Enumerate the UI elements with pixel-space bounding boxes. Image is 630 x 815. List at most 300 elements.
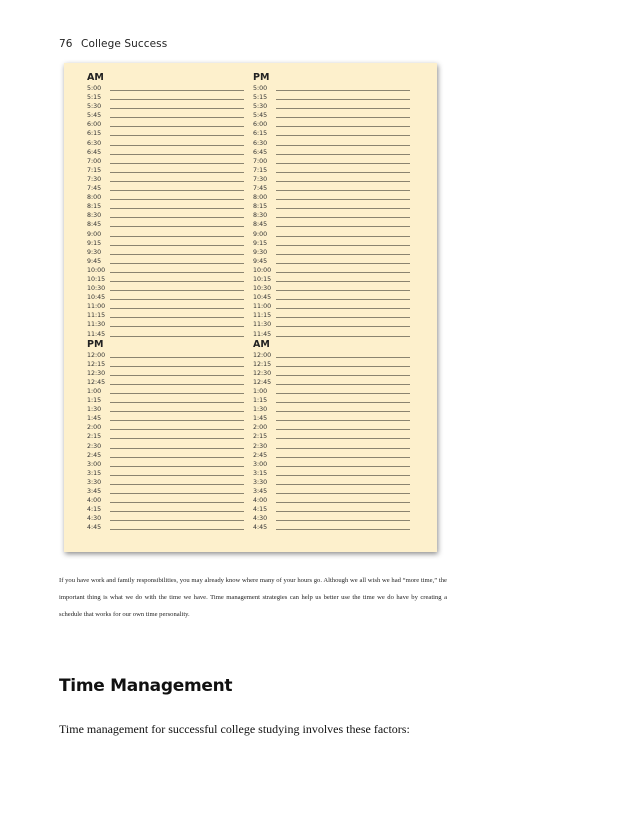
- time-slot-row: [253, 423, 413, 432]
- write-in-line[interactable]: [110, 254, 244, 255]
- time-slot-row: [253, 248, 413, 257]
- time-label: 3:45: [87, 488, 102, 496]
- time-slot-row: [253, 414, 413, 423]
- write-in-line[interactable]: [276, 272, 410, 273]
- time-slot-row: [87, 111, 247, 120]
- time-slot-row: [253, 451, 413, 460]
- time-label: 11:15: [87, 312, 106, 320]
- time-label: 7:00: [87, 157, 102, 165]
- time-slot-row: [87, 302, 247, 311]
- time-slot-row: [253, 496, 413, 505]
- write-in-line[interactable]: [276, 181, 410, 182]
- time-slot-row: [87, 93, 247, 102]
- time-label: 2:30: [253, 442, 268, 450]
- time-log-worksheet: [64, 63, 437, 552]
- write-in-line[interactable]: [276, 420, 410, 421]
- time-slot-row: [253, 369, 413, 378]
- time-slot-row: [253, 202, 413, 211]
- running-header: [59, 38, 167, 50]
- write-in-line[interactable]: [110, 520, 244, 521]
- time-label: 4:30: [253, 515, 268, 523]
- period-heading: PM: [253, 72, 270, 83]
- time-slot-row: [253, 230, 413, 239]
- time-slot-row: [87, 148, 247, 157]
- time-label: 8:30: [87, 212, 102, 220]
- time-slot-row: [253, 257, 413, 266]
- time-label: 2:15: [253, 433, 268, 441]
- write-in-line[interactable]: [276, 411, 410, 412]
- time-label: 6:30: [253, 139, 268, 147]
- write-in-line[interactable]: [110, 393, 244, 394]
- time-label: 9:45: [253, 257, 268, 265]
- write-in-line[interactable]: [276, 208, 410, 209]
- time-label: 12:00: [87, 351, 106, 359]
- time-slot-row: [253, 487, 413, 496]
- write-in-line[interactable]: [110, 529, 244, 530]
- time-label: 2:00: [87, 424, 102, 432]
- write-in-line[interactable]: [276, 520, 410, 521]
- time-label: 12:30: [87, 369, 106, 377]
- time-slot-row: [87, 184, 247, 193]
- time-slot-row: [87, 193, 247, 202]
- time-label: 10:45: [87, 294, 106, 302]
- write-in-line[interactable]: [276, 126, 410, 127]
- time-slot-row: [87, 239, 247, 248]
- write-in-line[interactable]: [110, 502, 244, 503]
- write-in-line[interactable]: [110, 493, 244, 494]
- schedule-column-right: [253, 72, 413, 533]
- write-in-line[interactable]: [110, 226, 244, 227]
- time-slot-row: [87, 257, 247, 266]
- time-slot-row: [253, 432, 413, 441]
- time-label: 9:15: [253, 239, 268, 247]
- time-label: 8:15: [87, 203, 102, 211]
- write-in-line[interactable]: [110, 181, 244, 182]
- time-label: 8:00: [253, 194, 268, 202]
- time-slot-row: [253, 148, 413, 157]
- time-slot-row: [253, 293, 413, 302]
- time-label: 1:30: [87, 406, 102, 414]
- time-label: 9:30: [87, 248, 102, 256]
- write-in-line[interactable]: [110, 126, 244, 127]
- write-in-line[interactable]: [110, 438, 244, 439]
- time-slot-row: [253, 378, 413, 387]
- time-label: 8:45: [253, 221, 268, 229]
- page-number: 76: [59, 38, 73, 50]
- write-in-line[interactable]: [110, 484, 244, 485]
- time-label: 2:15: [87, 433, 102, 441]
- write-in-line[interactable]: [276, 190, 410, 191]
- time-label: 12:30: [253, 369, 272, 377]
- write-in-line[interactable]: [276, 154, 410, 155]
- write-in-line[interactable]: [110, 163, 244, 164]
- time-label: 6:30: [87, 139, 102, 147]
- time-label: 5:30: [87, 103, 102, 111]
- time-slot-row: [87, 460, 247, 469]
- time-slot-row: [253, 387, 413, 396]
- time-label: 7:45: [253, 185, 268, 193]
- time-slot-row: [253, 84, 413, 93]
- write-in-line[interactable]: [110, 90, 244, 91]
- time-label: 1:45: [87, 415, 102, 423]
- time-label: 11:45: [87, 330, 106, 338]
- time-label: 8:30: [253, 212, 268, 220]
- time-label: 4:30: [87, 515, 102, 523]
- write-in-line[interactable]: [276, 402, 410, 403]
- write-in-line[interactable]: [110, 475, 244, 476]
- time-label: 8:00: [87, 194, 102, 202]
- time-label: 10:00: [253, 266, 272, 274]
- time-label: 2:30: [87, 442, 102, 450]
- time-label: 10:45: [253, 294, 272, 302]
- time-slot-row: [87, 432, 247, 441]
- time-label: 3:30: [253, 478, 268, 486]
- time-slot-row: [253, 211, 413, 220]
- time-label: 12:45: [253, 378, 272, 386]
- write-in-line[interactable]: [276, 245, 410, 246]
- time-slot-row: [87, 378, 247, 387]
- time-slot-row: [87, 360, 247, 369]
- time-slot-row: [87, 320, 247, 329]
- time-label: 7:15: [87, 166, 102, 174]
- time-slot-row: [253, 239, 413, 248]
- time-label: 9:30: [253, 248, 268, 256]
- write-in-line[interactable]: [276, 529, 410, 530]
- period-heading: AM: [87, 72, 104, 83]
- write-in-line[interactable]: [110, 299, 244, 300]
- body-paragraph: If you have work and family responsibilities, you may already know where many of your hours go. Although we all wish we had “more time,” the important thing is what we do with the time we have. Time management strategies can help us better use the time we do have by creating a schedule that works for our own time personality.: [59, 577, 447, 618]
- time-label: 3:30: [87, 478, 102, 486]
- write-in-line[interactable]: [276, 317, 410, 318]
- time-label: 7:15: [253, 166, 268, 174]
- write-in-line[interactable]: [276, 336, 410, 337]
- time-label: 1:15: [253, 397, 268, 405]
- write-in-line[interactable]: [276, 199, 410, 200]
- write-in-line[interactable]: [276, 135, 410, 136]
- time-label: 4:45: [87, 524, 102, 532]
- time-label: 11:30: [87, 321, 106, 329]
- time-slot-row: [253, 320, 413, 329]
- write-in-line[interactable]: [276, 326, 410, 327]
- write-in-line[interactable]: [110, 135, 244, 136]
- time-slot-row: [87, 129, 247, 138]
- write-in-line[interactable]: [276, 484, 410, 485]
- time-label: 4:15: [87, 506, 102, 514]
- write-in-line[interactable]: [276, 226, 410, 227]
- time-slot-row: [253, 505, 413, 514]
- write-in-line[interactable]: [276, 448, 410, 449]
- write-in-line[interactable]: [276, 375, 410, 376]
- write-in-line[interactable]: [276, 299, 410, 300]
- time-slot-row: [87, 211, 247, 220]
- time-label: 4:00: [253, 497, 268, 505]
- time-label: 9:15: [87, 239, 102, 247]
- write-in-line[interactable]: [110, 145, 244, 146]
- write-in-line[interactable]: [110, 384, 244, 385]
- time-label: 8:45: [87, 221, 102, 229]
- time-label: 7:30: [87, 175, 102, 183]
- write-in-line[interactable]: [276, 308, 410, 309]
- time-label: 6:15: [87, 130, 102, 138]
- time-slot-row: [87, 120, 247, 129]
- write-in-line[interactable]: [110, 511, 244, 512]
- time-label: 7:00: [253, 157, 268, 165]
- time-slot-row: [87, 157, 247, 166]
- write-in-line[interactable]: [110, 199, 244, 200]
- intro-sentence: Time management for successful college studying involves these factors:: [59, 722, 410, 736]
- time-slot-row: [87, 284, 247, 293]
- time-slot-row: [253, 460, 413, 469]
- time-slot-row: [87, 311, 247, 320]
- time-label: 10:15: [253, 275, 272, 283]
- write-in-line[interactable]: [110, 366, 244, 367]
- time-slot-row: [87, 523, 247, 532]
- time-label: 2:45: [87, 451, 102, 459]
- write-in-line[interactable]: [276, 163, 410, 164]
- time-label: 5:30: [253, 103, 268, 111]
- time-slot-row: [87, 166, 247, 175]
- write-in-line[interactable]: [276, 438, 410, 439]
- time-label: 10:30: [253, 285, 272, 293]
- write-in-line[interactable]: [110, 420, 244, 421]
- time-slot-row: [253, 275, 413, 284]
- time-label: 4:45: [253, 524, 268, 532]
- time-slot-row: [253, 266, 413, 275]
- time-slot-row: [253, 405, 413, 414]
- time-label: 7:30: [253, 175, 268, 183]
- write-in-line[interactable]: [110, 190, 244, 191]
- time-slot-row: [87, 414, 247, 423]
- time-label: 5:15: [253, 94, 268, 102]
- time-label: 6:45: [87, 148, 102, 156]
- write-in-line[interactable]: [110, 429, 244, 430]
- section-title: Time Management: [59, 676, 233, 696]
- write-in-line[interactable]: [110, 263, 244, 264]
- time-slot-row: [87, 442, 247, 451]
- time-slot-row: [87, 175, 247, 184]
- time-slot-row: [253, 120, 413, 129]
- write-in-line[interactable]: [276, 290, 410, 291]
- time-label: 1:00: [253, 388, 268, 395]
- time-slot-row: [253, 111, 413, 120]
- time-label: 5:00: [253, 85, 268, 92]
- write-in-line[interactable]: [110, 357, 244, 358]
- write-in-line[interactable]: [110, 172, 244, 173]
- time-label: 4:15: [253, 506, 268, 514]
- schedule-column-left: [87, 72, 247, 533]
- time-slot-row: [253, 166, 413, 175]
- time-label: 3:15: [253, 469, 268, 477]
- time-slot-row: [253, 175, 413, 184]
- time-slot-row: [253, 523, 413, 532]
- time-slot-row: [87, 266, 247, 275]
- time-label: 6:15: [253, 130, 268, 138]
- time-label: 6:00: [253, 121, 268, 129]
- time-label: 6:45: [253, 148, 268, 156]
- write-in-line[interactable]: [110, 208, 244, 209]
- time-slot-row: [253, 302, 413, 311]
- write-in-line[interactable]: [110, 326, 244, 327]
- time-label: 5:45: [87, 112, 102, 120]
- time-slot-row: [87, 469, 247, 478]
- time-label: 3:00: [87, 460, 102, 468]
- write-in-line[interactable]: [110, 117, 244, 118]
- write-in-line[interactable]: [276, 236, 410, 237]
- time-label: 11:00: [253, 303, 272, 311]
- time-label: 2:45: [253, 451, 268, 459]
- time-label: 9:45: [87, 257, 102, 265]
- time-label: 12:15: [87, 360, 106, 368]
- write-in-line[interactable]: [276, 145, 410, 146]
- write-in-line[interactable]: [276, 502, 410, 503]
- write-in-line[interactable]: [110, 411, 244, 412]
- write-in-line[interactable]: [110, 290, 244, 291]
- write-in-line[interactable]: [110, 108, 244, 109]
- time-slot-row: [253, 396, 413, 405]
- book-title: College Success: [81, 38, 168, 50]
- time-slot-row: [253, 102, 413, 111]
- write-in-line[interactable]: [276, 254, 410, 255]
- time-slot-row: [253, 220, 413, 229]
- time-label: 11:45: [253, 330, 272, 338]
- time-slot-row: [253, 514, 413, 523]
- write-in-line[interactable]: [276, 117, 410, 118]
- time-slot-row: [87, 514, 247, 523]
- time-slot-row: [253, 351, 413, 360]
- time-slot-row: [87, 423, 247, 432]
- write-in-line[interactable]: [276, 493, 410, 494]
- time-slot-row: [87, 248, 247, 257]
- write-in-line[interactable]: [276, 217, 410, 218]
- time-label: 10:30: [87, 285, 106, 293]
- time-slot-row: [253, 193, 413, 202]
- time-slot-row: [87, 220, 247, 229]
- write-in-line[interactable]: [276, 357, 410, 358]
- period-heading: PM: [87, 338, 104, 350]
- write-in-line[interactable]: [276, 99, 410, 100]
- write-in-line[interactable]: [276, 263, 410, 264]
- time-label: 1:30: [253, 406, 268, 414]
- time-label: 9:00: [253, 230, 268, 238]
- time-label: 1:15: [87, 397, 102, 405]
- time-slot-row: [87, 496, 247, 505]
- time-slot-row: [253, 360, 413, 369]
- time-slot-row: [253, 478, 413, 487]
- write-in-line[interactable]: [110, 154, 244, 155]
- write-in-line[interactable]: [110, 336, 244, 337]
- time-label: 1:45: [253, 415, 268, 423]
- write-in-line[interactable]: [276, 172, 410, 173]
- time-slot-row: [87, 396, 247, 405]
- time-label: 8:15: [253, 203, 268, 211]
- write-in-line[interactable]: [110, 236, 244, 237]
- write-in-line[interactable]: [110, 308, 244, 309]
- time-slot-row: [87, 478, 247, 487]
- write-in-line[interactable]: [276, 457, 410, 458]
- time-slot-row: [87, 230, 247, 239]
- time-slot-row: [253, 330, 413, 339]
- time-label: 2:00: [253, 424, 268, 432]
- period-heading: AM: [253, 338, 270, 350]
- write-in-line[interactable]: [110, 217, 244, 218]
- time-label: 12:45: [87, 378, 106, 386]
- write-in-line[interactable]: [110, 317, 244, 318]
- time-slot-row: [87, 369, 247, 378]
- time-slot-row: [253, 129, 413, 138]
- write-in-line[interactable]: [276, 475, 410, 476]
- time-slot-row: [253, 139, 413, 148]
- write-in-line[interactable]: [110, 466, 244, 467]
- time-label: 4:00: [87, 497, 102, 505]
- write-in-line[interactable]: [110, 245, 244, 246]
- time-label: 12:15: [253, 360, 272, 368]
- write-in-line[interactable]: [110, 457, 244, 458]
- time-label: 11:30: [253, 321, 272, 329]
- write-in-line[interactable]: [110, 99, 244, 100]
- write-in-line[interactable]: [110, 281, 244, 282]
- write-in-line[interactable]: [110, 402, 244, 403]
- time-slot-row: [87, 202, 247, 211]
- write-in-line[interactable]: [276, 466, 410, 467]
- time-slot-row: [253, 284, 413, 293]
- time-slot-row: [253, 442, 413, 451]
- time-label: 3:00: [253, 460, 268, 468]
- time-label: 11:15: [253, 312, 272, 320]
- time-label: 11:00: [87, 303, 106, 311]
- time-slot-row: [253, 184, 413, 193]
- time-slot-row: [87, 102, 247, 111]
- time-slot-row: [87, 84, 247, 93]
- time-label: 3:45: [253, 488, 268, 496]
- time-label: 5:00: [87, 85, 102, 92]
- write-in-line[interactable]: [276, 511, 410, 512]
- time-slot-row: [87, 275, 247, 284]
- time-slot-row: [87, 405, 247, 414]
- time-slot-row: [87, 487, 247, 496]
- time-slot-row: [87, 330, 247, 339]
- time-slot-row: [253, 157, 413, 166]
- time-slot-row: [253, 311, 413, 320]
- time-slot-row: [253, 469, 413, 478]
- time-slot-row: [87, 387, 247, 396]
- time-label: 5:45: [253, 112, 268, 120]
- write-in-line[interactable]: [276, 281, 410, 282]
- write-in-line[interactable]: [276, 108, 410, 109]
- time-label: 9:00: [87, 230, 102, 238]
- time-slot-row: [87, 451, 247, 460]
- time-slot-row: [87, 351, 247, 360]
- write-in-line[interactable]: [110, 448, 244, 449]
- write-in-line[interactable]: [110, 375, 244, 376]
- write-in-line[interactable]: [276, 366, 410, 367]
- time-slot-row: [253, 93, 413, 102]
- write-in-line[interactable]: [276, 429, 410, 430]
- time-label: 10:15: [87, 275, 106, 283]
- time-slot-row: [87, 293, 247, 302]
- time-label: 1:00: [87, 388, 102, 395]
- time-label: 7:45: [87, 185, 102, 193]
- write-in-line[interactable]: [276, 393, 410, 394]
- time-slot-row: [87, 139, 247, 148]
- write-in-line[interactable]: [276, 90, 410, 91]
- time-slot-row: [87, 505, 247, 514]
- time-label: 3:15: [87, 469, 102, 477]
- time-label: 5:15: [87, 94, 102, 102]
- time-label: 12:00: [253, 351, 272, 359]
- write-in-line[interactable]: [276, 384, 410, 385]
- write-in-line[interactable]: [110, 272, 244, 273]
- time-label: 10:00: [87, 266, 106, 274]
